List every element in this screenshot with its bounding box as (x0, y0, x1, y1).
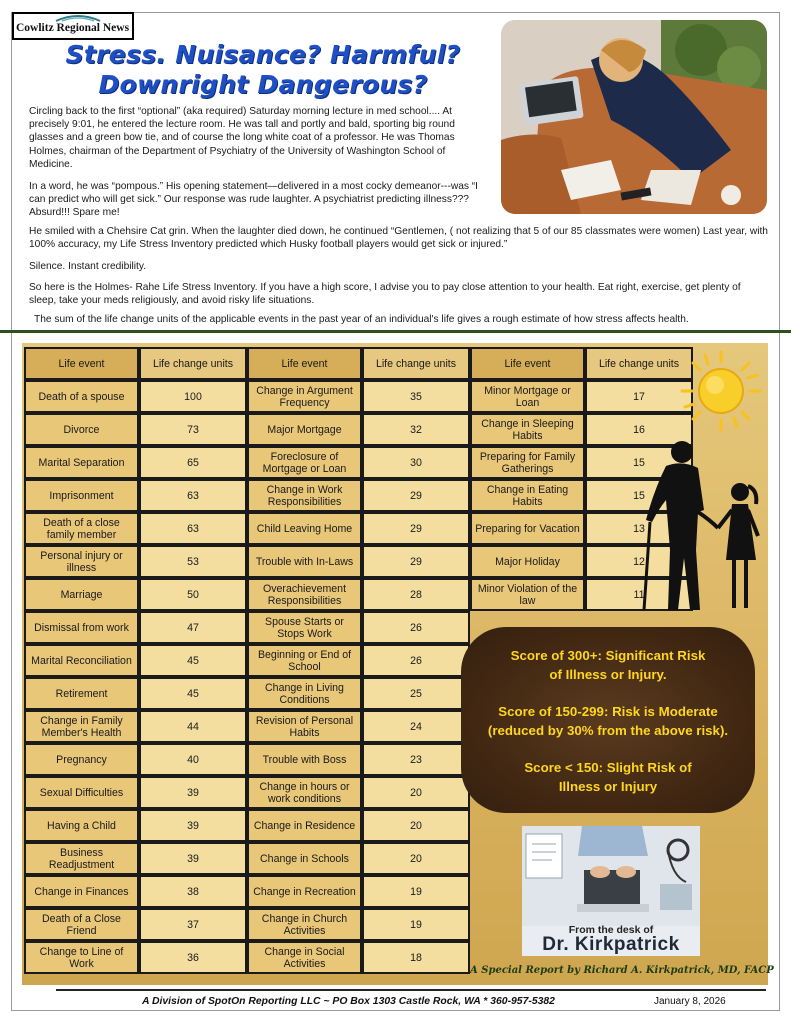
paragraph-5: So here is the Holmes- Rahe Life Stress Inventory. If you have a high score, I advise you to pay close attention to your health. Eat right, exercise, get plenty of sleep, take your meds religiously, and avoid risky life situations. (29, 282, 741, 307)
life-change-units-cell: 53 (139, 545, 247, 578)
life-event-cell: Change in Recreation (247, 875, 362, 908)
table-row (24, 413, 693, 446)
life-event-cell: Preparing for Vacation (470, 512, 585, 545)
life-change-units-cell: 13 (585, 512, 693, 545)
life-event-cell: Marriage (24, 578, 139, 611)
life-change-units-cell: 17 (585, 380, 693, 413)
life-change-units-cell: 30 (362, 446, 470, 479)
life-event-cell: Revision of Personal Habits (247, 710, 362, 743)
desk-from-label: From the desk of (568, 924, 654, 936)
footer-divider (56, 989, 766, 991)
life-event-cell: Dismissal from work (24, 611, 139, 644)
life-event-cell: Imprisonment (24, 479, 139, 512)
paragraph-3: He smiled with a Chehsire Cat grin. When the laughter died down, he continued “Gentlemen, ( not realizing that 5 of our 85 classmates were women) Last year, with 100% accuracy, my Life Stress Inventory predicted which Husky football players would get sick or injured.” (29, 226, 768, 251)
desk-doctor-name: Dr. Kirkpatrick (542, 934, 680, 955)
life-change-units-cell: 19 (362, 875, 470, 908)
paragraph-2: In a word, he was “pompous.” His opening statement—delivered in a most cocky demeanor---was “I can predict who will get sick.” Our response was rude laughter. A psychiatrist predicting illness??? Absurd!!! Spare me! (29, 181, 479, 219)
life-change-units-cell: 16 (585, 413, 693, 446)
life-event-cell: Pregnancy (24, 743, 139, 776)
special-report-byline: A Special Report by Richard A. Kirkpatrick, MD, FACP (470, 965, 774, 976)
life-event-cell: Sexual Difficulties (24, 776, 139, 809)
mountain-arc-icon (54, 14, 102, 22)
life-change-units-cell: 29 (362, 512, 470, 545)
life-event-cell: Child Leaving Home (247, 512, 362, 545)
life-event-cell: Change in Living Conditions (247, 677, 362, 710)
life-event-cell: Change in Work Responsibilities (247, 479, 362, 512)
life-change-units-cell: 100 (139, 380, 247, 413)
life-change-units-cell: 45 (139, 677, 247, 710)
life-event-cell: Change in Eating Habits (470, 479, 585, 512)
life-change-units-cell: 20 (362, 842, 470, 875)
life-change-units-cell: 39 (139, 809, 247, 842)
desk-laptop-illustration (522, 826, 700, 926)
life-event-cell: Change in hours or work conditions (247, 776, 362, 809)
life-event-cell: Change in Family Member's Health (24, 710, 139, 743)
life-change-units-cell: 20 (362, 776, 470, 809)
life-change-units-cell: 23 (362, 743, 470, 776)
life-event-cell: Change in Schools (247, 842, 362, 875)
headline-line-2: Downright Dangerous? (98, 70, 428, 99)
footer-date: January 8, 2026 (654, 996, 726, 1007)
life-event-cell: Marital Separation (24, 446, 139, 479)
life-change-units-cell: 24 (362, 710, 470, 743)
table-row (24, 578, 693, 611)
paragraph-6: The sum of the life change units of the applicable events in the past year of an individual's life gives a rough estimate of how stress affects health. (34, 314, 689, 325)
life-event-cell: Spouse Starts or Stops Work (247, 611, 362, 644)
life-change-units-cell: 29 (362, 479, 470, 512)
score-slight-line-1: Score < 150: Slight Risk of (524, 760, 692, 775)
header-units-1: Life change units (139, 347, 247, 380)
life-change-units-cell: 15 (585, 446, 693, 479)
life-change-units-cell: 28 (362, 578, 470, 611)
header-units-2: Life change units (362, 347, 470, 380)
life-event-cell: Change in Finances (24, 875, 139, 908)
life-event-cell: Marital Reconciliation (24, 644, 139, 677)
life-event-cell: Change in Sleeping Habits (470, 413, 585, 446)
life-change-units-cell: 36 (139, 941, 247, 974)
life-change-units-cell: 19 (362, 908, 470, 941)
life-change-units-cell: 39 (139, 776, 247, 809)
life-change-units-cell: 32 (362, 413, 470, 446)
life-change-units-cell: 26 (362, 611, 470, 644)
header-life-event-2: Life event (247, 347, 362, 380)
life-event-cell: Retirement (24, 677, 139, 710)
life-event-cell: Change in Argument Frequency (247, 380, 362, 413)
header-life-event-3: Life event (470, 347, 585, 380)
score-moderate-line-1: Score of 150-299: Risk is Moderate (498, 704, 718, 719)
life-event-cell: Change in Residence (247, 809, 362, 842)
score-slight-line-2: Illness or Injury (558, 779, 658, 794)
grandparent-child-silhouette-icon (640, 440, 766, 615)
life-event-cell: Major Mortgage (247, 413, 362, 446)
life-change-units-cell: 38 (139, 875, 247, 908)
life-event-cell: Major Holiday (470, 545, 585, 578)
score-significant-line-2: of Illness or Injury. (549, 667, 667, 682)
life-event-cell: Minor Mortgage or Loan (470, 380, 585, 413)
life-change-units-cell: 11 (585, 578, 693, 611)
life-event-cell: Foreclosure of Mortgage or Loan (247, 446, 362, 479)
life-event-cell: Change to Line of Work (24, 941, 139, 974)
life-change-units-cell: 45 (139, 644, 247, 677)
table-row (24, 380, 693, 413)
life-change-units-cell: 63 (139, 512, 247, 545)
life-change-units-cell: 29 (362, 545, 470, 578)
life-change-units-cell: 50 (139, 578, 247, 611)
life-event-cell: Death of a spouse (24, 380, 139, 413)
doctor-desk-image (522, 826, 700, 956)
life-event-cell: Death of a close family member (24, 512, 139, 545)
life-change-units-cell: 15 (585, 479, 693, 512)
masthead-logo (12, 12, 134, 40)
life-change-units-cell: 20 (362, 809, 470, 842)
section-divider (0, 330, 791, 333)
stressed-woman-photo (501, 20, 767, 214)
table-row (24, 446, 693, 479)
paragraph-1: Circling back to the first “optional” (aka required) Saturday morning lecture in med school.... At precisely 9:01, he entered the lecture room. He was tall and portly and bald, sporting big round glasses and a green bow tie, and of course the long white coat of a professor. He was Thomas Holmes, chairman of the Department of Psychiatry of the University of Washington School of Medicine. (29, 106, 455, 170)
headline (28, 40, 498, 100)
life-event-cell: Having a Child (24, 809, 139, 842)
life-change-units-cell: 26 (362, 644, 470, 677)
table-row (24, 479, 693, 512)
life-change-units-cell: 39 (139, 842, 247, 875)
life-event-cell: Change in Social Activities (247, 941, 362, 974)
score-legend-box (461, 627, 755, 813)
life-event-cell: Trouble with Boss (247, 743, 362, 776)
life-change-units-cell: 18 (362, 941, 470, 974)
life-change-units-cell: 44 (139, 710, 247, 743)
score-slight (461, 758, 755, 796)
score-significant (461, 646, 755, 684)
life-event-cell: Death of a Close Friend (24, 908, 139, 941)
footer-division: A Division of SpotOn Reporting LLC ~ PO Box 1303 Castle Rock, WA * 360-957-5382 (142, 996, 555, 1007)
life-event-cell: Trouble with In-Laws (247, 545, 362, 578)
header-units-3: Life change units (585, 347, 693, 380)
life-change-units-cell: 65 (139, 446, 247, 479)
paragraph-4: Silence. Instant credibility. (29, 261, 147, 272)
life-change-units-cell: 73 (139, 413, 247, 446)
life-event-cell: Minor Violation of the law (470, 578, 585, 611)
life-change-units-cell: 37 (139, 908, 247, 941)
life-event-cell: Preparing for Family Gatherings (470, 446, 585, 479)
life-change-units-cell: 25 (362, 677, 470, 710)
score-moderate-line-2: (reduced by 30% from the above risk). (487, 723, 729, 738)
life-event-cell: Personal injury or illness (24, 545, 139, 578)
life-change-units-cell: 63 (139, 479, 247, 512)
table-header-row (24, 347, 693, 380)
life-event-cell: Business Readjustment (24, 842, 139, 875)
life-change-units-cell: 47 (139, 611, 247, 644)
life-change-units-cell: 40 (139, 743, 247, 776)
life-event-cell: Overachievement Responsibilities (247, 578, 362, 611)
table-row (24, 512, 693, 545)
life-event-cell: Divorce (24, 413, 139, 446)
score-moderate (461, 702, 755, 740)
life-change-units-cell: 12 (585, 545, 693, 578)
life-change-units-cell: 35 (362, 380, 470, 413)
score-significant-line-1: Score of 300+: Significant Risk (510, 648, 706, 663)
headline-line-1: Stress. Nuisance? Harmful? (65, 40, 461, 69)
life-event-cell: Beginning or End of School (247, 644, 362, 677)
life-event-cell: Change in Church Activities (247, 908, 362, 941)
table-row (24, 545, 693, 578)
header-life-event-1: Life event (24, 347, 139, 380)
sun-icon (680, 350, 762, 432)
masthead-name: Cowlitz Regional News (16, 22, 130, 34)
